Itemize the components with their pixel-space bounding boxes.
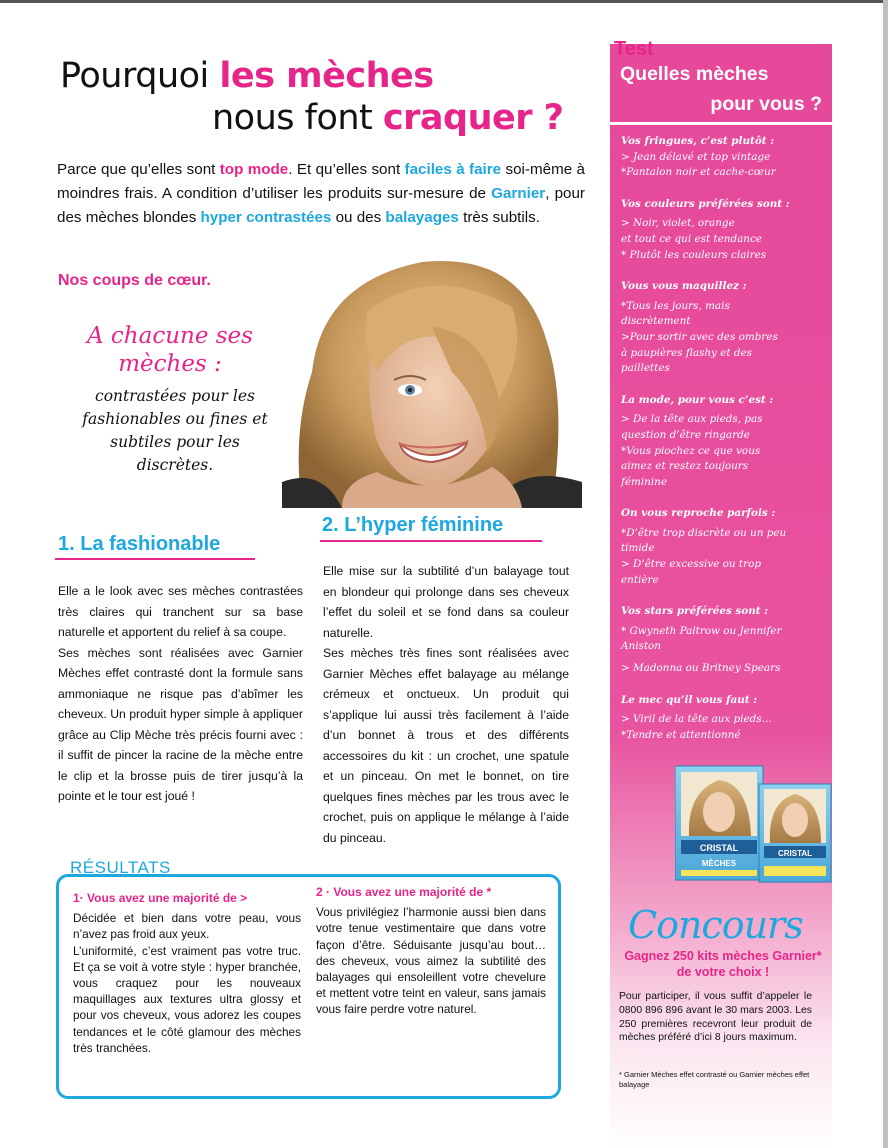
quiz-answer: aimez et restez toujours — [621, 460, 749, 473]
quiz-answer: et tout ce qui est tendance — [621, 232, 762, 245]
highlight-balayages: balayages — [385, 209, 459, 226]
quiz-answer: * Gwyneth Paltrow ou Jennifer — [621, 624, 782, 637]
feminine-text — [323, 561, 569, 848]
quiz-answer: féminine — [621, 475, 668, 488]
quiz-question-6: Vos stars préférées sont : — [621, 605, 769, 618]
page-top-border — [0, 0, 888, 3]
quiz-answer: > Viril de la tête aux pieds… — [621, 713, 772, 726]
quiz-answer: entière — [621, 573, 659, 586]
contest-rules: Pour participer, il vous suffit d’appeler le 0800 896 896 avant le 30 mars 2003. Les 250 premières recevront leur produit de mèches préféré d’ici 8 jours maximum. — [619, 991, 812, 1044]
quiz-answer: > De la tête aux pieds, pas — [621, 413, 763, 426]
title-line-1 — [60, 56, 434, 96]
title-prefix-2: nous font — [212, 98, 383, 138]
quiz-answer: > Jean délavé et top vintage — [621, 150, 771, 163]
contest-title: Concours — [628, 903, 803, 947]
quiz-answer: > Madonna ou Britney Spears — [621, 662, 781, 675]
results-column-1 — [73, 890, 301, 1056]
quiz-answer: Aniston — [621, 640, 661, 653]
feminine-paragraph-1: Elle mise sur la subtilité d’un balayage tout en blondeur qui prolonge dans ses cheveux l’effet du soleil et se fond dans sa couleur naturelle. — [323, 564, 569, 640]
favorites-heading: Nos coups de cœur. — [58, 272, 211, 289]
quiz-questions — [621, 134, 826, 743]
results-1-paragraph-2: L’uniformité, c’est vraiment pas votre truc. Et ça se voit à votre style : hyper branchée, vous craquez pour les nouveaux maquillages aux textures ultra glossy et pour vos cheveux, vous adorez les coupes tendances et le côté glamour des mèches très tranchées. — [73, 943, 301, 1055]
quiz-answer: *Vous piochez ce que vous — [621, 444, 761, 457]
test-heading-line-2: pour vous ? — [710, 93, 822, 115]
fashionable-paragraph-2: Ses mèches sont réalisées avec Garnier Mèches effet contrasté dont la formule sans ammoniaque ne risque pas d’abîmer les cheveux. Un produit hyper simple à appliquer grâce au Clip Mèche très précis fourni avec : il suffit de pincer la racine de la mèche entre le clip et la brosse puis de tirer jusqu’à la pointe et le tour est joué ! — [58, 645, 303, 803]
model-photo — [282, 252, 582, 508]
quiz-answer: à paupières flashy et des — [621, 346, 752, 359]
quiz-answer: *Tendre et attentionné — [621, 728, 741, 741]
fashionable-text — [58, 581, 303, 807]
test-label: Test — [614, 38, 654, 60]
quiz-answer: >Pour sortir avec des ombres — [621, 330, 778, 343]
quiz-answer: > Noir, violet, orange — [621, 217, 735, 230]
quiz-answer: * Plutôt les couleurs claires — [621, 248, 767, 261]
quiz-answer: discrètement — [621, 315, 691, 328]
title-highlight-2: craquer ? — [382, 98, 564, 138]
test-heading-line-1: Quelles mèches — [620, 63, 769, 85]
feminine-paragraph-2: Ses mèches très fines sont réalisées avec Garnier Mèches effet balayage au mélange crémeux et onctueux. Un produit qui s’applique lui aussi très facilement à l’aide d’un bonnet à trous et des différents accessoires du kit : un crochet, une spatule et un pinceau. On met le bonnet, on tire quelques fines mèches par les trous avec le crochet, puis on applique le mélange à l’aide du pinceau. — [323, 646, 569, 845]
quiz-question-7: Le mec qu’il vous faut : — [621, 693, 758, 706]
quiz-question-1: Vos fringues, c’est plutôt : — [621, 135, 775, 147]
title-highlight-1: les mèches — [219, 56, 434, 96]
results-heading-1: 1· Vous avez une majorité de > — [73, 891, 248, 905]
quiz-question-3: Vous vous maquillez : — [621, 280, 747, 293]
quiz-answer: question d’être ringarde — [621, 428, 750, 441]
test-heading — [610, 60, 832, 122]
quiz-answer: > D’être excessive ou trop — [621, 558, 761, 571]
intro-paragraph: Parce que qu’elles sont top mode. Et qu’elles sont faciles à faire soi-même à moindres frais. A condition d’utiliser les produits sur-mesure de Garnier, pour des mèches blondes hyper contrastées ou des balayages très subtils. — [57, 161, 585, 226]
results-column-2 — [316, 884, 546, 1018]
quiz-answer: *Pantalon noir et cache-cœur — [621, 166, 776, 179]
results-1-paragraph-1: Décidée et bien dans votre peau, vous n’avez pas froid aux yeux. — [73, 911, 301, 942]
results-title: RÉSULTATS — [70, 858, 171, 877]
page-right-border — [883, 0, 888, 1148]
product-boxes-image — [675, 762, 833, 884]
quiz-answer: *Tous les jours, mais — [621, 299, 730, 312]
fashionable-paragraph-1: Elle a le look avec ses mèches contrastées très claires qui tranchent sur sa base naturelle et apportent du relief à sa coupe. — [58, 584, 303, 639]
script-heading: A chacune ses mèches : — [87, 323, 253, 377]
product-line-1: MÈCHES — [701, 859, 737, 868]
results-heading-2: 2 · Vous avez une majorité de * — [316, 885, 492, 899]
product-brand-2: CRISTAL — [777, 849, 813, 858]
quiz-answer: *D’être trop discrète ou un peu — [621, 526, 787, 539]
script-body: contrastées pour les fashionables ou fines et subtiles pour les discrètes. — [82, 387, 268, 474]
contest-prize: Gagnez 250 kits mèches Garnier* de votre choix ! — [624, 949, 822, 979]
contest-footnote: * Garnier Mèches effet contrasté ou Garnier mèches effet balayage — [619, 1070, 810, 1089]
feminine-heading: 2. L’hyper féminine — [322, 514, 504, 536]
test-divider — [610, 122, 832, 125]
title-line-2 — [212, 98, 564, 138]
quiz-answer: timide — [621, 542, 655, 555]
feminine-underline — [320, 540, 542, 542]
highlight-faciles: faciles à faire — [404, 161, 502, 178]
quiz-question-4: La mode, pour vous c’est : — [621, 393, 774, 406]
highlight-top-mode: top mode — [219, 161, 289, 178]
quiz-question-5: On vous reproche parfois : — [621, 507, 776, 520]
fashionable-heading: 1. La fashionable — [58, 533, 221, 555]
quiz-answer: paillettes — [621, 362, 670, 375]
title-prefix-1: Pourquoi — [60, 56, 220, 96]
highlight-hyper-contrastees: hyper contrastées — [200, 209, 332, 226]
fashionable-underline — [55, 558, 255, 560]
product-brand-1: CRISTAL — [699, 843, 739, 853]
results-2-paragraph-1: Vous privilégiez l’harmonie aussi bien dans votre tenue vestimentaire que dans votre façon d’être. Séduisante jusqu’au bout… des cheveux, vous aimez la subtilité des balayages qui ensoleillent votre chevelure et mettent votre teint en valeur, sans jamais vous faire perdre votre naturel. — [316, 905, 546, 1017]
quiz-question-2: Vos couleurs préférées sont : — [621, 197, 790, 210]
highlight-garnier: Garnier — [491, 185, 546, 202]
